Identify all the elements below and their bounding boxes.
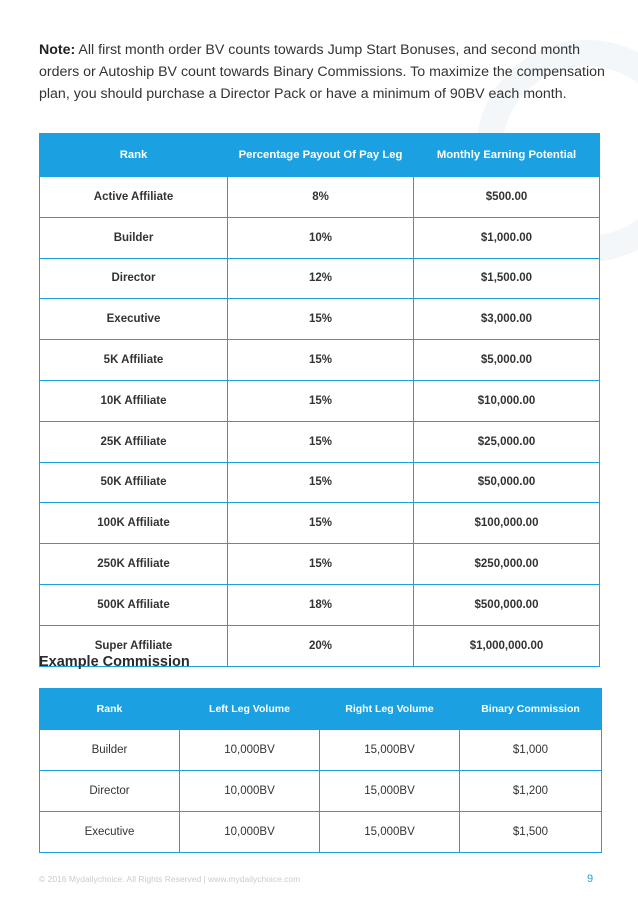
table-row bbox=[40, 730, 602, 771]
table-cell: 12% bbox=[228, 258, 414, 299]
table-cell: 15,000BV bbox=[320, 771, 460, 812]
table-cell: $1,000,000.00 bbox=[414, 625, 600, 666]
table-cell: Executive bbox=[40, 812, 180, 853]
table-cell: 15,000BV bbox=[320, 730, 460, 771]
table-cell: 15% bbox=[228, 503, 414, 544]
table-cell: $1,500.00 bbox=[414, 258, 600, 299]
table-cell: 5K Affiliate bbox=[40, 340, 228, 381]
table-cell: 15% bbox=[228, 380, 414, 421]
table-cell: $3,000.00 bbox=[414, 299, 600, 340]
table-row bbox=[40, 584, 600, 625]
table-cell: $100,000.00 bbox=[414, 503, 600, 544]
footer-copyright: © 2016 Mydailychoice. All Rights Reserved | www.mydailychoice.com bbox=[39, 874, 301, 884]
table-cell: Super Affiliate bbox=[40, 625, 228, 666]
table-cell: 250K Affiliate bbox=[40, 544, 228, 585]
table-cell: 15% bbox=[228, 462, 414, 503]
column-header: Rank bbox=[40, 689, 180, 730]
table-row bbox=[40, 299, 600, 340]
table-cell: 10,000BV bbox=[180, 812, 320, 853]
table-header-row bbox=[40, 689, 602, 730]
table-cell: $1,200 bbox=[460, 771, 602, 812]
table-cell: 15% bbox=[228, 421, 414, 462]
table-cell: 50K Affiliate bbox=[40, 462, 228, 503]
table-cell: $1,500 bbox=[460, 812, 602, 853]
table-cell: Executive bbox=[40, 299, 228, 340]
table-row bbox=[40, 258, 600, 299]
table-cell: $1,000.00 bbox=[414, 217, 600, 258]
table-row bbox=[40, 421, 600, 462]
table-row bbox=[40, 771, 602, 812]
table-cell: Builder bbox=[40, 217, 228, 258]
table-cell: 10,000BV bbox=[180, 730, 320, 771]
table-cell: Builder bbox=[40, 730, 180, 771]
example-commission-table bbox=[39, 688, 602, 853]
table-row bbox=[40, 544, 600, 585]
table-cell: 18% bbox=[228, 584, 414, 625]
table-cell: 15% bbox=[228, 299, 414, 340]
column-header: Rank bbox=[40, 134, 228, 177]
table-cell: $250,000.00 bbox=[414, 544, 600, 585]
column-header: Percentage Payout Of Pay Leg bbox=[228, 134, 414, 177]
table-cell: 100K Affiliate bbox=[40, 503, 228, 544]
table-cell: $500,000.00 bbox=[414, 584, 600, 625]
table-row bbox=[40, 217, 600, 258]
column-header: Left Leg Volume bbox=[180, 689, 320, 730]
table-cell: $1,000 bbox=[460, 730, 602, 771]
column-header: Right Leg Volume bbox=[320, 689, 460, 730]
table-cell: 15% bbox=[228, 544, 414, 585]
table-cell: 10% bbox=[228, 217, 414, 258]
table-row bbox=[40, 380, 600, 421]
table-cell: Director bbox=[40, 771, 180, 812]
table-cell: Active Affiliate bbox=[40, 177, 228, 218]
table-row bbox=[40, 340, 600, 381]
table-cell: 10,000BV bbox=[180, 771, 320, 812]
section-title: Example Commission bbox=[39, 654, 190, 670]
table-cell: $5,000.00 bbox=[414, 340, 600, 381]
table-cell: $10,000.00 bbox=[414, 380, 600, 421]
column-header: Binary Commission bbox=[460, 689, 602, 730]
table-cell: 15,000BV bbox=[320, 812, 460, 853]
table-cell: 500K Affiliate bbox=[40, 584, 228, 625]
rank-payout-table bbox=[39, 133, 600, 667]
table-header-row bbox=[40, 134, 600, 177]
table-cell: 10K Affiliate bbox=[40, 380, 228, 421]
table-row bbox=[40, 462, 600, 503]
table-row bbox=[40, 177, 600, 218]
table-row bbox=[40, 503, 600, 544]
table-cell: Director bbox=[40, 258, 228, 299]
table-cell: 8% bbox=[228, 177, 414, 218]
table-cell: 25K Affiliate bbox=[40, 421, 228, 462]
table-cell: 20% bbox=[228, 625, 414, 666]
table-cell: 15% bbox=[228, 340, 414, 381]
note-label: Note: bbox=[39, 42, 76, 58]
column-header: Monthly Earning Potential bbox=[414, 134, 600, 177]
note-text: All first month order BV counts towards Jump Start Bonuses, and second month orders or Autoship BV count towards Binary Commissions. To maximize the compensation plan, you should purchase a Director Pack or have a minimum of 90BV each month. bbox=[39, 42, 605, 102]
table-row bbox=[40, 812, 602, 853]
table-cell: $50,000.00 bbox=[414, 462, 600, 503]
note-paragraph bbox=[39, 39, 607, 105]
table-cell: $500.00 bbox=[414, 177, 600, 218]
page-number: 9 bbox=[587, 873, 594, 885]
table-cell: $25,000.00 bbox=[414, 421, 600, 462]
